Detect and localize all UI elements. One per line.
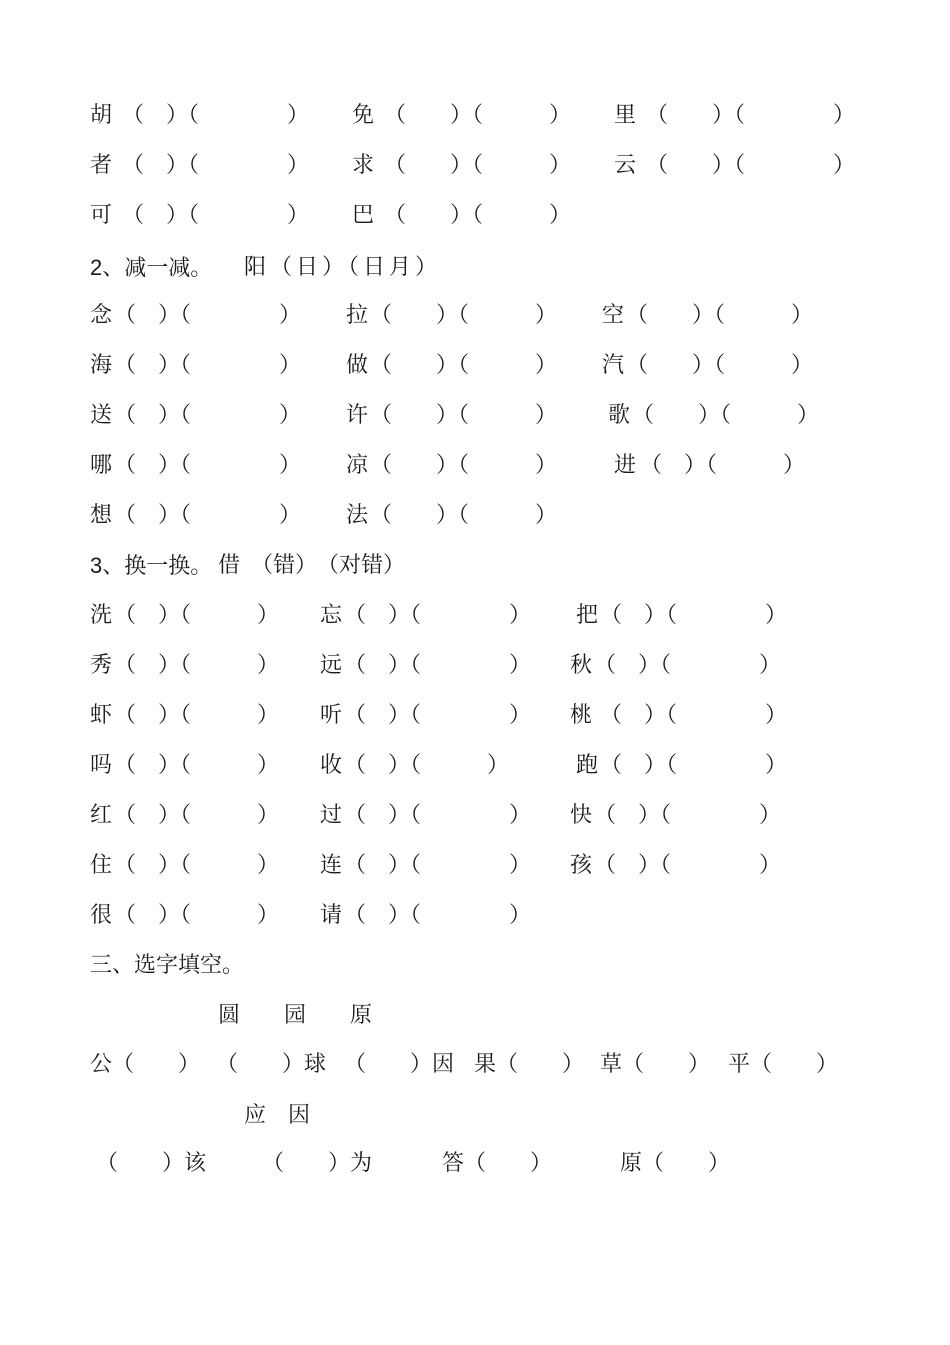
blank-parens: （ ）（ ） — [594, 803, 782, 828]
blank-parens: （ ）（ ） — [370, 353, 558, 378]
fill-item: （ ）该 — [96, 1151, 207, 1176]
s4-options-1 — [0, 996, 950, 1036]
s4-items-1 — [0, 1045, 950, 1085]
char-label: 听 — [320, 703, 343, 728]
blank-parens: （ ）（ ） — [114, 803, 280, 828]
blank-parens: （ ）（ ） — [344, 703, 532, 728]
char-label: 做 — [346, 353, 369, 378]
char-label: 拉 — [346, 303, 369, 328]
char-label: 把 — [576, 603, 599, 628]
char-label: 空 — [602, 303, 625, 328]
blank-parens: （ ）（ ） — [370, 403, 558, 428]
char-label: 快 — [570, 803, 593, 828]
char-label: 免 — [352, 103, 375, 128]
blank-parens: （ ）（ ） — [594, 653, 782, 678]
s2-heading-line — [0, 248, 950, 288]
char-label: 想 — [90, 503, 113, 528]
s3-row-6 — [0, 846, 950, 886]
char-label: 请 — [320, 903, 343, 928]
fill-item: 答（ ） — [442, 1151, 553, 1176]
blank-parens: （ ）（ ） — [626, 353, 814, 378]
char-label: 虾 — [90, 703, 113, 728]
char-label: 连 — [320, 853, 343, 878]
char-label: 红 — [90, 803, 113, 828]
fill-item: （ ）球 — [216, 1052, 327, 1077]
blank-parens: （ ）（ ） — [344, 603, 532, 628]
char-label: 远 — [320, 653, 343, 678]
blank-parens: （ ）（ ） — [114, 603, 280, 628]
s4-options-2 — [0, 1096, 950, 1136]
char-label: 忘 — [320, 603, 343, 628]
blank-parens: （ ）（ ） — [370, 303, 558, 328]
char-label: 可 — [90, 203, 113, 228]
blank-parens: （ ）（ ） — [344, 753, 510, 778]
blank-parens: （ ）（ ） — [114, 903, 280, 928]
char-label: 歌 — [608, 403, 631, 428]
options-row: 圆 园 原 — [218, 1003, 373, 1028]
char-label: 海 — [90, 353, 113, 378]
char-label: 念 — [90, 303, 113, 328]
fill-item: 公（ ） — [90, 1052, 201, 1077]
s2-row-4 — [0, 446, 950, 486]
blank-parens: （ ）（ ） — [114, 503, 302, 528]
blank-parens: （ ）（ ） — [600, 703, 788, 728]
blank-parens: （ ）（ ） — [122, 153, 310, 178]
char-label: 胡 — [90, 103, 113, 128]
char-label: 洗 — [90, 603, 113, 628]
example: 阳（日）（日月） — [244, 255, 442, 280]
blank-parens: （ ）（ ） — [600, 603, 788, 628]
s2-row-2 — [0, 346, 950, 386]
char-label: 云 — [614, 153, 637, 178]
section-heading: 3、换一换。 — [90, 553, 213, 578]
char-label: 过 — [320, 803, 343, 828]
blank-parens: （ ）（ ） — [344, 903, 532, 928]
s3-row-2 — [0, 646, 950, 686]
blank-parens: （ ）（ ） — [632, 403, 820, 428]
char-label: 求 — [352, 153, 375, 178]
char-label: 法 — [346, 503, 369, 528]
char-label: 住 — [90, 853, 113, 878]
blank-parens: （ ）（ ） — [370, 503, 558, 528]
blank-parens: （ ）（ ） — [114, 653, 280, 678]
blank-parens: （ ）（ ） — [626, 303, 814, 328]
s4-heading-line — [0, 946, 950, 986]
s2-row-5 — [0, 496, 950, 536]
fill-item: 平（ ） — [728, 1052, 839, 1077]
char-label: 吗 — [90, 753, 113, 778]
blank-parens: （ ）（ ） — [384, 153, 572, 178]
char-label: 桃 — [570, 703, 593, 728]
s1-row-2 — [0, 146, 950, 186]
char-label: 很 — [90, 903, 113, 928]
s3-row-3 — [0, 696, 950, 736]
s3-row-7 — [0, 896, 950, 936]
blank-parens: （ ）（ ） — [384, 203, 572, 228]
fill-item: 草（ ） — [600, 1052, 711, 1077]
s3-row-5 — [0, 796, 950, 836]
s1-row-1 — [0, 96, 950, 136]
blank-parens: （ ）（ ） — [114, 403, 302, 428]
char-label: 里 — [614, 103, 637, 128]
blank-parens: （ ）（ ） — [646, 153, 856, 178]
blank-parens: （ ）（ ） — [122, 103, 310, 128]
char-label: 汽 — [602, 353, 625, 378]
s1-row-3 — [0, 196, 950, 236]
s3-heading-line — [0, 546, 950, 586]
section-heading: 三、选字填空。 — [90, 953, 245, 978]
char-label: 巴 — [352, 203, 375, 228]
s4-items-2 — [0, 1144, 950, 1184]
section-heading: 2、减一减。 — [90, 255, 213, 280]
blank-parens: （ ）（ ） — [114, 303, 302, 328]
s2-row-3 — [0, 396, 950, 436]
s3-row-1 — [0, 596, 950, 636]
s3-row-4 — [0, 746, 950, 786]
blank-parens: （ ）（ ） — [114, 753, 280, 778]
char-label: 送 — [90, 403, 113, 428]
blank-parens: （ ）（ ） — [114, 703, 280, 728]
char-label: 进 — [614, 453, 637, 478]
char-label: 收 — [320, 753, 343, 778]
blank-parens: （ ）（ ） — [114, 453, 302, 478]
blank-parens: （ ）（ ） — [344, 853, 532, 878]
blank-parens: （ ）（ ） — [114, 353, 302, 378]
blank-parens: （ ）（ ） — [122, 203, 310, 228]
blank-parens: （ ）（ ） — [344, 653, 532, 678]
blank-parens: （ ）（ ） — [370, 453, 558, 478]
fill-item: （ ）为 — [262, 1151, 373, 1176]
char-label: 秀 — [90, 653, 113, 678]
blank-parens: （ ）（ ） — [600, 753, 788, 778]
options-row: 应 因 — [244, 1103, 311, 1128]
blank-parens: （ ）（ ） — [114, 853, 280, 878]
blank-parens: （ ）（ ） — [344, 803, 532, 828]
blank-parens: （ ）（ ） — [646, 103, 856, 128]
s2-row-1 — [0, 296, 950, 336]
blank-parens: （ ）（ ） — [384, 103, 572, 128]
char-label: 秋 — [570, 653, 593, 678]
char-label: 者 — [90, 153, 113, 178]
fill-item: （ ）因 — [344, 1052, 455, 1077]
blank-parens: （ ）（ ） — [640, 453, 806, 478]
example: 借 （错） （对错） — [218, 553, 406, 578]
char-label: 跑 — [576, 753, 599, 778]
blank-parens: （ ）（ ） — [594, 853, 782, 878]
char-label: 凉 — [346, 453, 369, 478]
char-label: 哪 — [90, 453, 113, 478]
char-label: 许 — [346, 403, 369, 428]
fill-item: 果（ ） — [474, 1052, 585, 1077]
char-label: 孩 — [570, 853, 593, 878]
fill-item: 原（ ） — [620, 1151, 731, 1176]
